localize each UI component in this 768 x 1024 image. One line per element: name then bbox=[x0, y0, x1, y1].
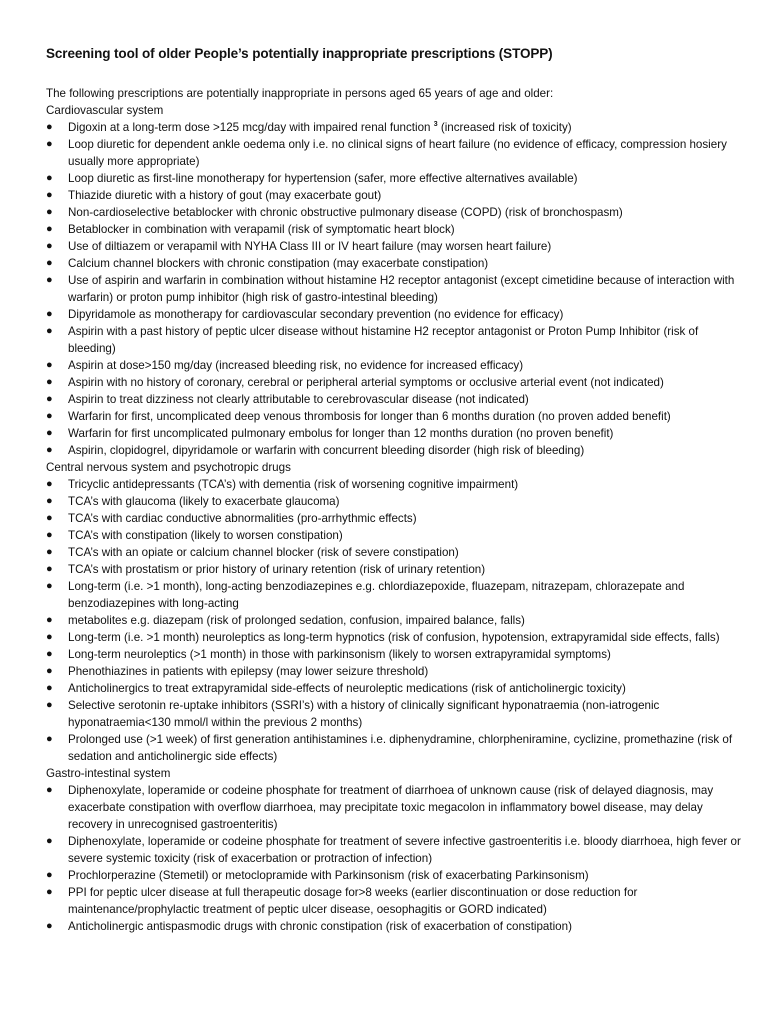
bullet-icon: ● bbox=[46, 580, 53, 592]
section-heading: Cardiovascular system bbox=[46, 104, 164, 117]
list-item bbox=[46, 544, 748, 561]
list-item-text: Anticholinergic antispasmodic drugs with chronic constipation (risk of exacerbation of constipation) bbox=[68, 920, 572, 933]
list-item-text: Prolonged use (>1 week) of first generation antihistamines i.e. diphenydramine, chlorpheniramine, cyclizine, promethazine (risk of sedation and anticholinergic side effects) bbox=[68, 733, 733, 763]
list-item bbox=[46, 221, 748, 238]
list-item bbox=[46, 731, 748, 765]
bullet-icon: ● bbox=[46, 410, 53, 422]
list-item-text: Aspirin with a past history of peptic ulcer disease without histamine H2 receptor antagonist or Proton Pump Inhibitor (risk of bleeding) bbox=[68, 325, 699, 355]
bullet-icon: ● bbox=[46, 308, 53, 320]
section-item-list bbox=[46, 119, 748, 459]
bullet-icon: ● bbox=[46, 478, 53, 490]
list-item bbox=[46, 476, 748, 493]
list-item-text: Long-term (i.e. >1 month) neuroleptics as long-term hypnotics (risk of confusion, hypotension, extrapyramidal side effects, falls) bbox=[68, 631, 720, 644]
list-item bbox=[46, 697, 748, 731]
bullet-icon: ● bbox=[46, 784, 53, 796]
list-item-text: Diphenoxylate, loperamide or codeine phosphate for treatment of diarrhoea of unknown cause (risk of delayed diagnosis, may exacerbate constipation with overflow diarrhoea, may precipitate toxic megacolon in inflammatory bowel disease, may delay recovery in unrecognised gastroenteritis) bbox=[68, 784, 714, 831]
list-item bbox=[46, 357, 748, 374]
section-item-list bbox=[46, 476, 748, 765]
list-item bbox=[46, 612, 748, 629]
list-item bbox=[46, 884, 748, 918]
list-item bbox=[46, 918, 748, 935]
list-item bbox=[46, 136, 748, 170]
list-item-text: Loop diuretic for dependent ankle oedema only i.e. no clinical signs of heart failure (no evidence of efficacy, compression hosiery usually more appropriate) bbox=[68, 138, 727, 168]
bullet-icon: ● bbox=[46, 274, 53, 286]
bullet-icon: ● bbox=[46, 240, 53, 252]
list-item-text: Warfarin for first uncomplicated pulmonary embolus for longer than 12 months duration (no proven benefit) bbox=[68, 427, 614, 440]
bullet-icon: ● bbox=[46, 886, 53, 898]
bullet-icon: ● bbox=[46, 835, 53, 847]
bullet-icon: ● bbox=[46, 512, 53, 524]
list-item bbox=[46, 408, 748, 425]
list-item-text: Warfarin for first, uncomplicated deep venous thrombosis for longer than 6 months duration (no proven added benefit) bbox=[68, 410, 671, 423]
list-item-text: Betablocker in combination with verapamil (risk of symptomatic heart block) bbox=[68, 223, 455, 236]
list-item bbox=[46, 442, 748, 459]
bullet-icon: ● bbox=[46, 631, 53, 643]
bullet-icon: ● bbox=[46, 682, 53, 694]
list-item bbox=[46, 561, 748, 578]
list-item bbox=[46, 187, 748, 204]
bullet-icon: ● bbox=[46, 206, 53, 218]
list-item-text: Aspirin to treat dizziness not clearly attributable to cerebrovascular disease (not indicated) bbox=[68, 393, 529, 406]
list-item-text: Diphenoxylate, loperamide or codeine phosphate for treatment of severe infective gastroenteritis i.e. bloody diarrhoea, high fever or severe systemic toxicity (risk of exacerbation or protraction of infection) bbox=[68, 835, 741, 865]
list-item bbox=[46, 272, 748, 306]
list-item bbox=[46, 663, 748, 680]
bullet-icon: ● bbox=[46, 529, 53, 541]
section-item-list bbox=[46, 782, 748, 935]
list-item-text: PPI for peptic ulcer disease at full therapeutic dosage for>8 weeks (earlier discontinuation or dose reduction for maintenance/prophylactic treatment of peptic ulcer disease, oesophagitis or GORD indicated) bbox=[68, 886, 638, 916]
bullet-icon: ● bbox=[46, 733, 53, 745]
intro-text: The following prescriptions are potentially inappropriate in persons aged 65 years of age and older: bbox=[46, 87, 554, 100]
list-item-text: Non-cardioselective betablocker with chronic obstructive pulmonary disease (COPD) (risk of bronchospasm) bbox=[68, 206, 623, 219]
bullet-icon: ● bbox=[46, 495, 53, 507]
bullet-icon: ● bbox=[46, 223, 53, 235]
bullet-icon: ● bbox=[46, 648, 53, 660]
bullet-icon: ● bbox=[46, 920, 53, 932]
list-item-text: Dipyridamole as monotherapy for cardiovascular secondary prevention (no evidence for efficacy) bbox=[68, 308, 564, 321]
list-item-text: Loop diuretic as first-line monotherapy for hypertension (safer, more effective alternatives available) bbox=[68, 172, 578, 185]
bullet-icon: ● bbox=[46, 257, 53, 269]
list-item-text: Use of aspirin and warfarin in combination without histamine H2 receptor antagonist (except cimetidine because of interaction with warfarin) or proton pump inhibitor (high risk of gastro-intestinal bleeding) bbox=[68, 274, 735, 304]
bullet-icon: ● bbox=[46, 121, 53, 133]
list-item-text: TCA’s with glaucoma (likely to exacerbate glaucoma) bbox=[68, 495, 340, 508]
list-item-text: Calcium channel blockers with chronic constipation (may exacerbate constipation) bbox=[68, 257, 489, 270]
list-item bbox=[46, 323, 748, 357]
list-item-text: Long-term (i.e. >1 month), long-acting benzodiazepines e.g. chlordiazepoxide, fluazepam, nitrazepam, chlorazepate and benzodiazepines with long-acting bbox=[68, 580, 685, 610]
list-item bbox=[46, 238, 748, 255]
bullet-icon: ● bbox=[46, 393, 53, 405]
list-item-text: TCA’s with constipation (likely to worsen constipation) bbox=[68, 529, 343, 542]
list-item-text: TCA’s with cardiac conductive abnormalities (pro-arrhythmic effects) bbox=[68, 512, 417, 525]
bullet-icon: ● bbox=[46, 427, 53, 439]
list-item-text: Use of diltiazem or verapamil with NYHA Class III or IV heart failure (may worsen heart failure) bbox=[68, 240, 552, 253]
list-item-text: Tricyclic antidepressants (TCA’s) with dementia (risk of worsening cognitive impairment) bbox=[68, 478, 519, 491]
document-title: Screening tool of older People’s potentially inappropriate prescriptions (STOPP) bbox=[46, 46, 553, 61]
list-item bbox=[46, 833, 748, 867]
bullet-icon: ● bbox=[46, 444, 53, 456]
list-item bbox=[46, 867, 748, 884]
list-item-text: Phenothiazines in patients with epilepsy (may lower seizure threshold) bbox=[68, 665, 429, 678]
list-item-text: Prochlorperazine (Stemetil) or metoclopramide with Parkinsonism (risk of exacerbating Parkinsonism) bbox=[68, 869, 589, 882]
list-item bbox=[46, 782, 748, 833]
bullet-icon: ● bbox=[46, 359, 53, 371]
list-item-text: Digoxin at a long-term dose >125 mcg/day with impaired renal function $^3$ (increased risk of toxicity) bbox=[68, 121, 572, 134]
list-item bbox=[46, 680, 748, 697]
list-item bbox=[46, 119, 748, 136]
list-item bbox=[46, 170, 748, 187]
list-item-text: TCA’s with an opiate or calcium channel blocker (risk of severe constipation) bbox=[68, 546, 459, 559]
list-item-text: Aspirin with no history of coronary, cerebral or peripheral arterial symptoms or occlusive arterial event (not indicated) bbox=[68, 376, 664, 389]
bullet-icon: ● bbox=[46, 138, 53, 150]
list-item bbox=[46, 493, 748, 510]
list-item-text: Aspirin at dose>150 mg/day (increased bleeding risk, no evidence for increased efficacy) bbox=[68, 359, 524, 372]
list-item-text: TCA’s with prostatism or prior history of urinary retention (risk of urinary retention) bbox=[68, 563, 486, 576]
list-item bbox=[46, 527, 748, 544]
bullet-icon: ● bbox=[46, 614, 53, 626]
list-item bbox=[46, 425, 748, 442]
list-item bbox=[46, 578, 748, 612]
list-item bbox=[46, 510, 748, 527]
list-item-text: Thiazide diuretic with a history of gout (may exacerbate gout) bbox=[68, 189, 382, 202]
bullet-icon: ● bbox=[46, 546, 53, 558]
bullet-icon: ● bbox=[46, 869, 53, 881]
section-heading: Central nervous system and psychotropic drugs bbox=[46, 461, 291, 474]
list-item bbox=[46, 204, 748, 221]
sections-container bbox=[46, 102, 748, 935]
list-item-text: Aspirin, clopidogrel, dipyridamole or warfarin with concurrent bleeding disorder (high risk of bleeding) bbox=[68, 444, 585, 457]
list-item bbox=[46, 391, 748, 408]
bullet-icon: ● bbox=[46, 665, 53, 677]
reference-marker: 3 bbox=[433, 121, 438, 129]
list-item bbox=[46, 646, 748, 663]
list-item-text: metabolites e.g. diazepam (risk of prolonged sedation, confusion, impaired balance, falls) bbox=[68, 614, 525, 627]
bullet-icon: ● bbox=[46, 699, 53, 711]
list-item bbox=[46, 255, 748, 272]
list-item bbox=[46, 374, 748, 391]
list-item bbox=[46, 306, 748, 323]
bullet-icon: ● bbox=[46, 325, 53, 337]
bullet-icon: ● bbox=[46, 172, 53, 184]
list-item-text: Long-term neuroleptics (>1 month) in those with parkinsonism (likely to worsen extrapyramidal symptoms) bbox=[68, 648, 611, 661]
bullet-icon: ● bbox=[46, 563, 53, 575]
list-item-text: Anticholinergics to treat extrapyramidal side-effects of neuroleptic medications (risk of anticholinergic toxicity) bbox=[68, 682, 626, 695]
list-item bbox=[46, 629, 748, 646]
list-item-text: Selective serotonin re-uptake inhibitors (SSRI’s) with a history of clinically significant hyponatraemia (non-iatrogenic hyponatraemia<130 mmol/l within the previous 2 months) bbox=[68, 699, 660, 729]
section-heading: Gastro-intestinal system bbox=[46, 767, 171, 780]
bullet-icon: ● bbox=[46, 189, 53, 201]
bullet-icon: ● bbox=[46, 376, 53, 388]
